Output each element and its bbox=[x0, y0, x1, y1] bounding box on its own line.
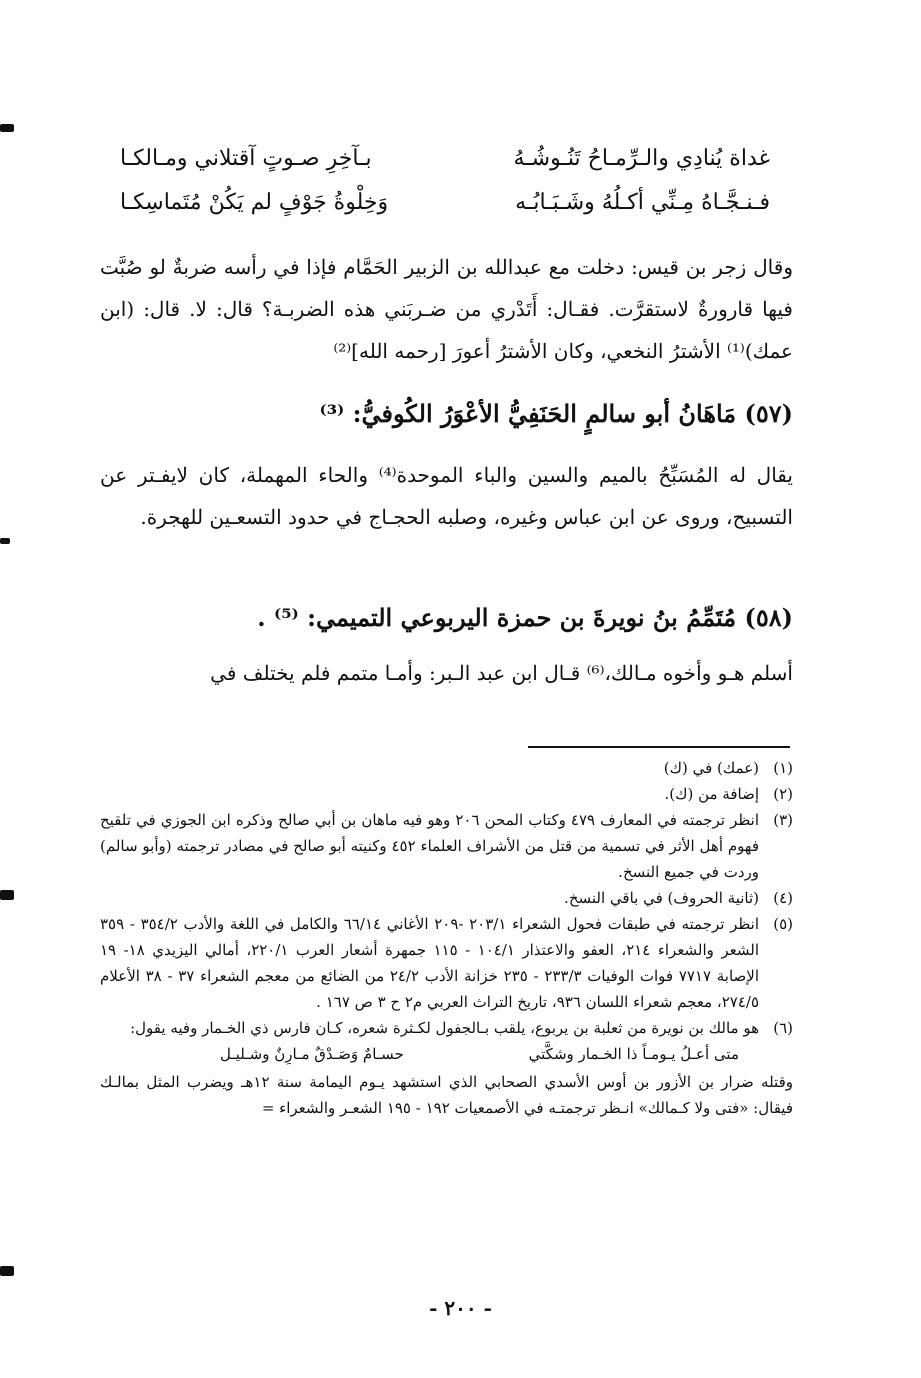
entry-heading-58: (٥٨) مُتَمِّمُ بنُ نويرةَ بن حمزة اليربوعي التميمي: ⁽⁵⁾ . bbox=[257, 603, 793, 632]
footnote-text: انظر ترجمته في المعارف ٤٧٩ وكتاب المحن ٢٠٦ وهو فيه ماهان بن أبي صالح وذكره ابن الجوزي في تلقيح فهوم أهل الأثر في تسمية من قتل من الأشراف العلماء ٤٥٢ وكنيته أبو صالح في مصادر ترجمته (وأبو سالم) وردت في جميع النسخ. bbox=[100, 811, 759, 881]
footnote-number: (٣) bbox=[773, 811, 793, 829]
verse-first-hemistich: متى أعـلُ يـومـاً ذا الخـمار وشكَّتي bbox=[528, 1045, 739, 1063]
footnote-separator bbox=[528, 746, 790, 748]
footnote-2 bbox=[100, 781, 793, 807]
scan-mark bbox=[0, 1266, 14, 1276]
footnote-number: (٢) bbox=[773, 785, 793, 803]
footnote-verse bbox=[100, 1041, 759, 1069]
footnote-1 bbox=[100, 755, 793, 781]
footnote-number: (١) bbox=[773, 759, 793, 777]
verse-second-hemistich: حسـامٌ وَصَـدْقٌ مـارِنٌ وشـليـل bbox=[220, 1045, 404, 1063]
footnote-number: (٦) bbox=[773, 1019, 793, 1037]
footnote-text: هو مالك بن نويرة من ثعلبة بن يربوع، يلقب بـالجفول لكـثرة شعره، كـان فارس ذي الخـمار وفيه يقول: bbox=[130, 1019, 759, 1037]
footnotes bbox=[100, 755, 793, 1121]
footnote-text: وقتله ضرار بن الأزور بن أوس الأسدي الصحابي الذي استشهد يـوم اليمامة سنة ١٢هـ ويضرب المثل بمالـك فيقال: «فتى ولا كـمالك» انـظر ترجمتـه في الأصمعيات ١٩٢ - ١٩٥ الشعـر والشعراء = bbox=[100, 1073, 793, 1117]
entry-heading-57: (٥٧) مَاهَانُ أبو سالمٍ الحَنَفِيُّ الأعْوَرُ الكُوفيُّ: ⁽³⁾ bbox=[319, 399, 793, 428]
verse-first-hemistich: غداة يُنادِي والـرِّمـاحُ تَنُـوشُـهُ bbox=[513, 146, 770, 171]
verse-second-hemistich: وَخِلْوةُ جَوْفٍ لم يَكُنْ مُتَماسِكـا bbox=[120, 190, 389, 215]
footnote-text: إضافة من (ك). bbox=[664, 785, 759, 803]
footnote-text: (عمك) في (ك) bbox=[663, 759, 759, 777]
footnote-5 bbox=[100, 911, 793, 1015]
footnote-6-continuation bbox=[100, 1069, 793, 1121]
verse-line-1 bbox=[120, 146, 770, 190]
footnote-number: (٥) bbox=[773, 915, 793, 933]
footnote-text: (ثانية الحروف) في باقي النسخ. bbox=[564, 889, 759, 907]
footnote-4 bbox=[100, 885, 793, 911]
paragraph-mutammim: أسلم هـو وأخوه مـالك،⁽⁶⁾ قـال ابن عبد الـبر: وأمـا متمم فلم يختلف في bbox=[210, 661, 793, 685]
verse-first-hemistich: فـنـجَّـاهُ مِـنِّي أكـلُهُ وشَـبَـابُـه bbox=[515, 190, 770, 215]
scan-mark bbox=[0, 124, 14, 132]
footnote-6 bbox=[100, 1015, 793, 1041]
scan-mark bbox=[0, 538, 10, 544]
paragraph-mahan: يقال له المُسَبِّحُ بالميم والسين والباء الموحدة⁽⁴⁾ والحاء المهملة، كان لايفـتر عن التسبيح، وروى عن ابن عباس وغيره، وصلبه الحجـاج في حدود التسعـين للهجرة. bbox=[100, 463, 793, 529]
scan-mark bbox=[0, 890, 14, 900]
verse-line-2 bbox=[120, 190, 770, 234]
verse-second-hemistich: بـآخِرِ صـوتٍ آقتلاني ومـالكـا bbox=[120, 146, 372, 171]
footnote-3 bbox=[100, 807, 793, 885]
footnote-text: انظر ترجمته في طبقات فحول الشعراء ٢٠٣/١ -٢٠٩ الأغاني ٦٦/١٤ والكامل في اللغة والأدب ٣٥٤/٢ - ٣٥٩ الشعر والشعراء ٢١٤، العفو والاعتذار ١٠٤/١ - ١١٥ جمهرة أشعار العرب ٢٢٠/١، أمالي اليزيدي ١٨- ١٩ الإصابة ٧٧١٧ فوات الوفيات ٢٣٣/٣ - ٢٣٥ خزانة الأدب ٢٤/٢ من الضائع من معجم الشعراء ٣٧ - ٣٨ الأعلام ٢٧٤/٥، معجم شعراء اللسان ٩٣٦، تاريخ التراث العربي م٢ ح ٣ ص ١٦٧ . bbox=[100, 915, 760, 1011]
paragraph-zajr: وقال زجر بن قيس: دخلت مع عبدالله بن الزبير الحَمَّام فإذا في رأسه ضربةٌ لو صُبَّت فيها قارورةٌ لاستقرَّت. فقـال: أَتَدْري من ضـربَني هذه الضربـة؟ قال: لا. قال: (ابن عمك)⁽¹⁾ الأشترُ النخعي، وكان الأشترُ أعورَ [رحمه الله]⁽²⁾ bbox=[100, 255, 793, 363]
footnote-number: (٤) bbox=[773, 889, 793, 907]
page-number: - ٢٠٠ - bbox=[429, 1296, 492, 1320]
